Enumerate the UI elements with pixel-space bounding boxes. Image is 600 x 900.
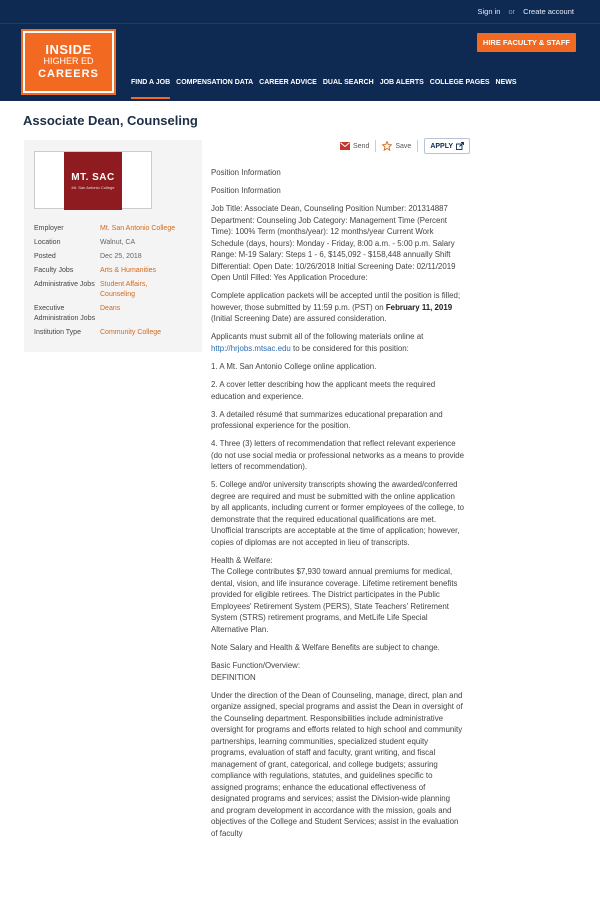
apply-label: APPLY xyxy=(430,142,454,150)
employer-logo-box[interactable] xyxy=(34,151,152,209)
meta-row-exec: Executive Administration Jobs Deans xyxy=(34,304,194,324)
exec-category-link[interactable]: Deans xyxy=(100,305,121,312)
site-logo[interactable] xyxy=(23,31,114,93)
definition-text: Under the direction of the Dean of Counseling, manage, direct, plan and organize assigned, special programs and assist the Dean in oversight of the Counseling department. Responsibilities include administrative oversight for programs and efforts related to high school and community partnerships, learning communities, specialized student equity programs, evaluation of staff and faculty, grant writing, and fiscal management of grant, categorical, and college budgets; assuring compliance with regulations, statutes, and guidelines specific to assigned programs; enhance the educational effectiveness of designated programs and services; assist the Division-wide planning and program development in accordance with the mission, goals and objectives of the College and Student Services; assist in the evaluation of faculty xyxy=(211,690,463,838)
top-bar xyxy=(0,0,600,24)
meta-row-faculty: Faculty Jobs Arts & Humanities xyxy=(34,266,194,276)
logo-line-3: CAREERS xyxy=(38,68,99,80)
meta-row-location: Location Walnut, CA xyxy=(34,238,194,248)
employer-link[interactable]: Mt. San Antonio College xyxy=(100,225,176,232)
logo-line-1: INSIDE xyxy=(45,42,92,57)
requirement-3: 3. A detailed résumé that summarizes educational preparation and professional experience for the position. xyxy=(211,409,443,431)
meta-row-admin: Administrative Jobs Student Affairs, Counseling xyxy=(34,280,194,300)
page-title: Associate Dean, Counseling xyxy=(23,113,198,128)
job-meta xyxy=(34,224,194,342)
save-action[interactable] xyxy=(382,141,411,151)
application-instructions: Applicants must submit all of the following materials online at http://hrjobs.mtsac.edu to be considered for this position: xyxy=(211,332,424,353)
hr-jobs-link[interactable]: http://hrjobs.mtsac.edu xyxy=(211,343,291,353)
logo-line-2: HIGHER ED xyxy=(43,56,94,66)
requirement-1: 1. A Mt. San Antonio College online application. xyxy=(211,361,377,371)
employer-logo-sub: Mt. San Antonio College xyxy=(71,185,115,190)
nav-college-pages[interactable]: COLLEGE PAGES xyxy=(429,79,490,86)
admin-category-link-1[interactable]: Student Affairs, xyxy=(100,281,148,288)
site-header xyxy=(0,24,600,101)
requirement-4: 4. Three (3) letters of recommendation that reflect relevant experience (do not use social media or professional networks as a means to provide letters of recommendation). xyxy=(211,439,465,472)
create-account-link[interactable]: Create account xyxy=(523,7,574,16)
save-label: Save xyxy=(395,142,412,150)
star-icon xyxy=(382,141,392,151)
nav-find-a-job[interactable]: FIND A JOB xyxy=(131,79,170,99)
nav-news[interactable]: NEWS xyxy=(495,79,517,86)
action-divider-2 xyxy=(417,140,418,152)
section-heading: Position Information xyxy=(211,168,281,177)
meta-row-employer: Employer Mt. San Antonio College xyxy=(34,224,194,234)
job-details-sidebar xyxy=(24,140,202,352)
envelope-icon xyxy=(340,142,350,150)
send-label: Send xyxy=(353,142,370,150)
posted-value: Dec 25, 2018 xyxy=(100,253,142,260)
institution-type-link[interactable]: Community College xyxy=(100,329,162,336)
application-deadline: Complete application packets will be accepted until the position is filled; however, those submitted by 11:59 p.m. (PST) on February 11, 2019 (Initial Screening Date) are assured consideration. xyxy=(211,291,461,324)
faculty-category-link[interactable]: Arts & Humanities xyxy=(100,267,157,274)
meta-row-posted: Posted Dec 25, 2018 xyxy=(34,252,194,262)
nav-career-advice[interactable]: CAREER ADVICE xyxy=(259,79,317,86)
requirement-5: 5. College and/or university transcripts showing the awarded/conferred degree are required and must be submitted with the online application by all applicants, including current or former employees of the college, to demonstrate that the required educational qualifications are met. Unofficial transcripts are acceptable at the time of application; however, copies of diplomas are not accepted in lieu of transcripts. xyxy=(211,480,465,547)
apply-button[interactable] xyxy=(424,138,470,154)
hire-faculty-button[interactable]: HIRE FACULTY & STAFF xyxy=(477,33,576,52)
admin-category-link-2[interactable]: Counseling xyxy=(100,291,136,298)
salary-note: Note Salary and Health & Welfare Benefits are subject to change. xyxy=(211,643,440,653)
employer-logo-name: MT. SAC xyxy=(71,172,115,183)
location-value: Walnut, CA xyxy=(100,239,136,246)
employer-logo xyxy=(64,152,122,210)
job-actions xyxy=(340,138,470,154)
meta-row-institution: Institution Type Community College xyxy=(34,328,194,338)
external-link-icon xyxy=(456,142,464,150)
basic-function: Basic Function/Overview: DEFINITION xyxy=(211,661,301,682)
section-heading-2: Position Information xyxy=(211,186,281,196)
nav-job-alerts[interactable]: JOB ALERTS xyxy=(379,79,424,86)
job-description xyxy=(211,167,465,846)
nav-compensation-data[interactable]: COMPENSATION DATA xyxy=(176,79,254,86)
or-separator: or xyxy=(508,7,516,16)
action-divider xyxy=(375,140,376,152)
requirement-2: 2. A cover letter describing how the applicant meets the required education and experience. xyxy=(211,380,436,401)
main-nav xyxy=(128,79,520,99)
job-summary: Job Title: Associate Dean, Counseling Position Number: 201314887 Department: Counseling Job Category: Management Time (Percent Time): 100% Term (months/year): 12 months/year Current Work Schedule (days, hours): Monday - Friday, 8:00 a.m. - 5:00 p.m. Salary Range: M-19 Salary: Steps 1 - 6, $145,092 - $158,448 annually Shift Differential: Open Date: 10/26/2018 Initial Screening Date: 02/11/2019 Open Until Filled: Yes Application Procedure: xyxy=(211,204,456,283)
nav-dual-search[interactable]: DUAL SEARCH xyxy=(322,79,374,86)
sign-in-link[interactable]: Sign in xyxy=(477,7,501,16)
health-welfare: Health & Welfare: The College contributes $7,930 toward annual premiums for medical, dental, vision, and life insurance coverage. Lifetime retirement benefits provided for eligible retirees. The District participates in the Public Employees' Retirement System (PERS), State Teachers' Retirement System (STRS) retirement programs, and MetLife Life Special Alternative Plan. xyxy=(211,555,458,634)
send-action[interactable] xyxy=(340,142,369,150)
